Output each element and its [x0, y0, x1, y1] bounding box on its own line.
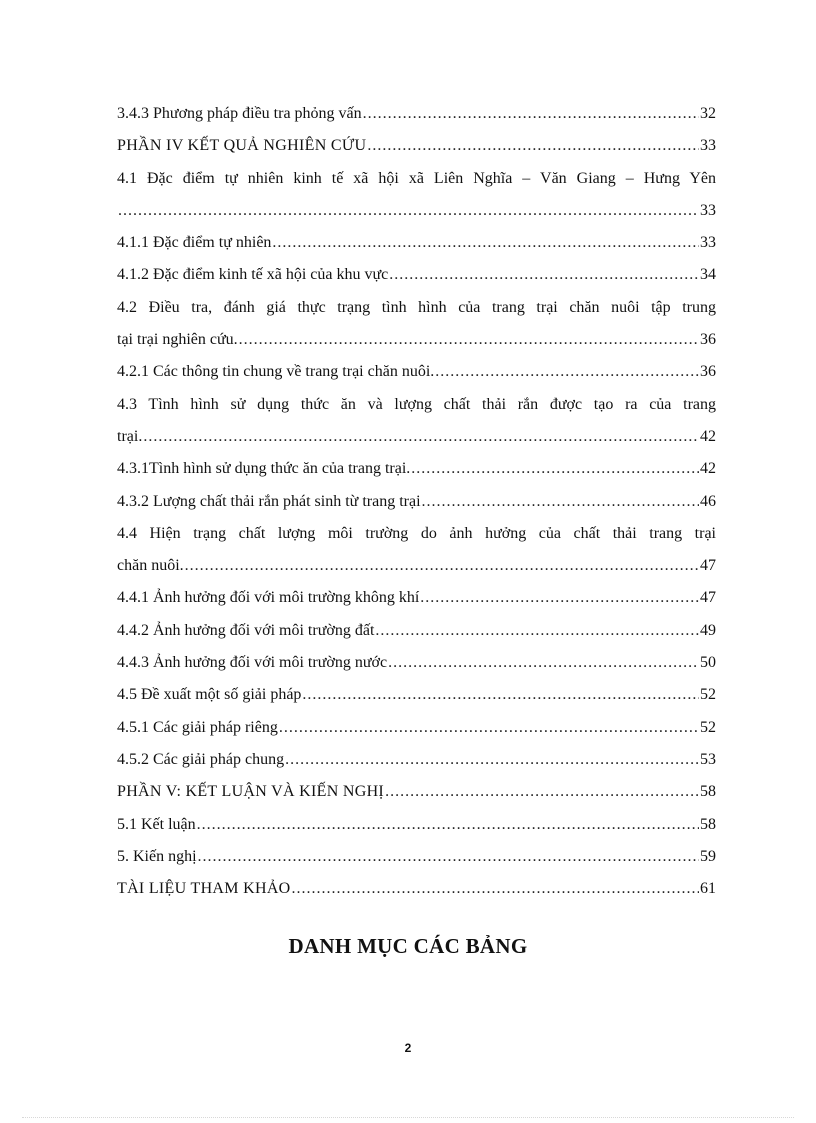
- toc-leader-dots: [388, 647, 699, 679]
- toc-leader-dots: [367, 130, 699, 162]
- toc-entry-page: 33: [700, 201, 716, 219]
- toc-entry-title: 4.4.3 Ảnh hưởng đối với môi trường nước: [117, 654, 388, 672]
- toc-entry-title: 4.4.2 Ảnh hưởng đối với môi trường đất: [117, 621, 375, 639]
- toc-leader-dots: [285, 744, 699, 776]
- toc-entry[interactable]: [117, 259, 716, 291]
- toc-heading-line: 4.4 Hiện trạng chất lượng môi trường do ảnh hưởng của chất thải trang trại: [117, 524, 716, 542]
- toc-entry[interactable]: [117, 615, 716, 647]
- toc-leader-dots: [292, 873, 699, 905]
- toc-entry-title: 4.5.1 Các giải pháp riêng: [117, 718, 278, 736]
- toc-entry-title: 3.4.3 Phương pháp điều tra phỏng vấn: [117, 105, 362, 122]
- toc-entry-page: 61: [700, 880, 716, 898]
- toc-entry-page: 33: [700, 137, 716, 155]
- toc-leader-dots: [185, 550, 699, 582]
- toc-entry-title: 4.2.1 Các thông tin chung về trang trại chăn nuôi.: [117, 363, 435, 381]
- toc-entry-page: 47: [700, 557, 716, 575]
- toc-entry-title: tại trại nghiên cứu.: [117, 331, 238, 349]
- toc-entry-title: PHẦN V: KẾT LUẬN VÀ KIẾN NGHỊ: [117, 783, 385, 801]
- toc-entry[interactable]: [117, 712, 716, 744]
- toc-entry-page: 58: [700, 783, 716, 801]
- toc-entry-title: 4.5.2 Các giải pháp chung: [117, 750, 285, 768]
- toc-leader-dots: [239, 324, 699, 356]
- toc-entry-page: 34: [700, 266, 716, 284]
- toc-entry-page: 46: [700, 492, 716, 510]
- toc-leader-dots: [302, 679, 699, 711]
- toc-entry[interactable]: [117, 679, 716, 711]
- toc-leader-dots: [420, 582, 699, 614]
- toc-entry-title: 5. Kiến nghị: [117, 847, 197, 865]
- toc-leader-dots: [197, 809, 699, 841]
- toc-entry[interactable]: [117, 227, 716, 259]
- toc-leader-dots: [389, 259, 699, 291]
- toc-entry[interactable]: [117, 195, 716, 227]
- toc-entry-page: 36: [700, 331, 716, 349]
- toc-entry-title: 4.4.1 Ảnh hưởng đối với môi trường không khí: [117, 589, 420, 607]
- toc-entry[interactable]: [117, 356, 716, 388]
- toc-leader-dots: [279, 712, 699, 744]
- toc-leader-dots: [375, 615, 699, 647]
- toc-leader-dots: [143, 421, 699, 453]
- toc-leader-dots: [363, 98, 699, 130]
- toc-entry-page: 59: [700, 847, 716, 865]
- toc-entry[interactable]: [117, 421, 716, 453]
- toc-entry-page: 52: [700, 718, 716, 736]
- toc-heading-line: 4.1 Đặc điểm tự nhiên kinh tế xã hội xã Liên Nghĩa – Văn Giang – Hưng Yên: [117, 169, 716, 187]
- toc-entry-title: 4.3.1Tình hình sử dụng thức ăn của trang trại.: [117, 460, 411, 478]
- toc-entry[interactable]: [117, 98, 716, 130]
- toc-entry-page: 47: [700, 589, 716, 607]
- toc-entry-page: 50: [700, 654, 716, 672]
- toc-entry-title: chăn nuôi.: [117, 557, 184, 575]
- page-bottom-divider: [22, 1117, 794, 1118]
- toc-entry-page: 53: [700, 750, 716, 768]
- toc-entry[interactable]: [117, 582, 716, 614]
- toc-entry-page: 49: [700, 621, 716, 639]
- toc-entry-title: 4.1.1 Đặc điểm tự nhiên: [117, 234, 272, 252]
- toc-entry[interactable]: [117, 486, 716, 518]
- toc-entry[interactable]: [117, 841, 716, 873]
- toc-entry-title: TÀI LIỆU THAM KHẢO: [117, 880, 291, 898]
- toc-entry[interactable]: [117, 130, 716, 162]
- toc-leader-dots: [118, 195, 699, 227]
- table-of-contents: [117, 98, 716, 905]
- toc-entry-title: PHẦN IV KẾT QUẢ NGHIÊN CỨU: [117, 137, 367, 155]
- toc-entry-page: 58: [700, 815, 716, 833]
- toc-entry-title: trại.: [117, 427, 143, 445]
- toc-entry-page: 52: [700, 686, 716, 704]
- toc-entry-page: 36: [700, 363, 716, 381]
- toc-leader-dots: [272, 227, 699, 259]
- toc-leader-dots: [198, 841, 699, 873]
- toc-entry-page: 42: [700, 427, 716, 445]
- toc-entry-title: 4.5 Đề xuất một số giải pháp: [117, 686, 302, 704]
- toc-entry-page: 33: [700, 234, 716, 252]
- toc-entry[interactable]: [117, 324, 716, 356]
- toc-entry-title: 4.3.2 Lượng chất thải rắn phát sinh từ trang trại: [117, 492, 421, 510]
- toc-entry[interactable]: [117, 453, 716, 485]
- toc-entry[interactable]: [117, 744, 716, 776]
- toc-entry-page: 32: [700, 105, 716, 122]
- toc-entry[interactable]: [117, 776, 716, 808]
- toc-entry[interactable]: [117, 809, 716, 841]
- toc-entry-title: 5.1 Kết luận: [117, 815, 196, 833]
- toc-heading-line: 4.2 Điều tra, đánh giá thực trạng tình hình của trang trại chăn nuôi tập trung: [117, 298, 716, 316]
- toc-leader-dots: [422, 486, 699, 518]
- toc-entry-page: 42: [700, 460, 716, 478]
- toc-entry[interactable]: [117, 550, 716, 582]
- page-number: 2: [404, 1041, 412, 1055]
- toc-leader-dots: [385, 776, 699, 808]
- toc-entry[interactable]: [117, 647, 716, 679]
- toc-entry[interactable]: [117, 873, 716, 905]
- toc-heading-line: 4.3 Tình hình sử dụng thức ăn và lượng chất thải rắn được tạo ra của trang: [117, 395, 716, 413]
- section-heading: DANH MỤC CÁC BẢNG: [288, 934, 528, 958]
- toc-leader-dots: [435, 356, 699, 388]
- toc-leader-dots: [411, 453, 699, 485]
- toc-entry-title: 4.1.2 Đặc điểm kinh tế xã hội của khu vực: [117, 266, 389, 284]
